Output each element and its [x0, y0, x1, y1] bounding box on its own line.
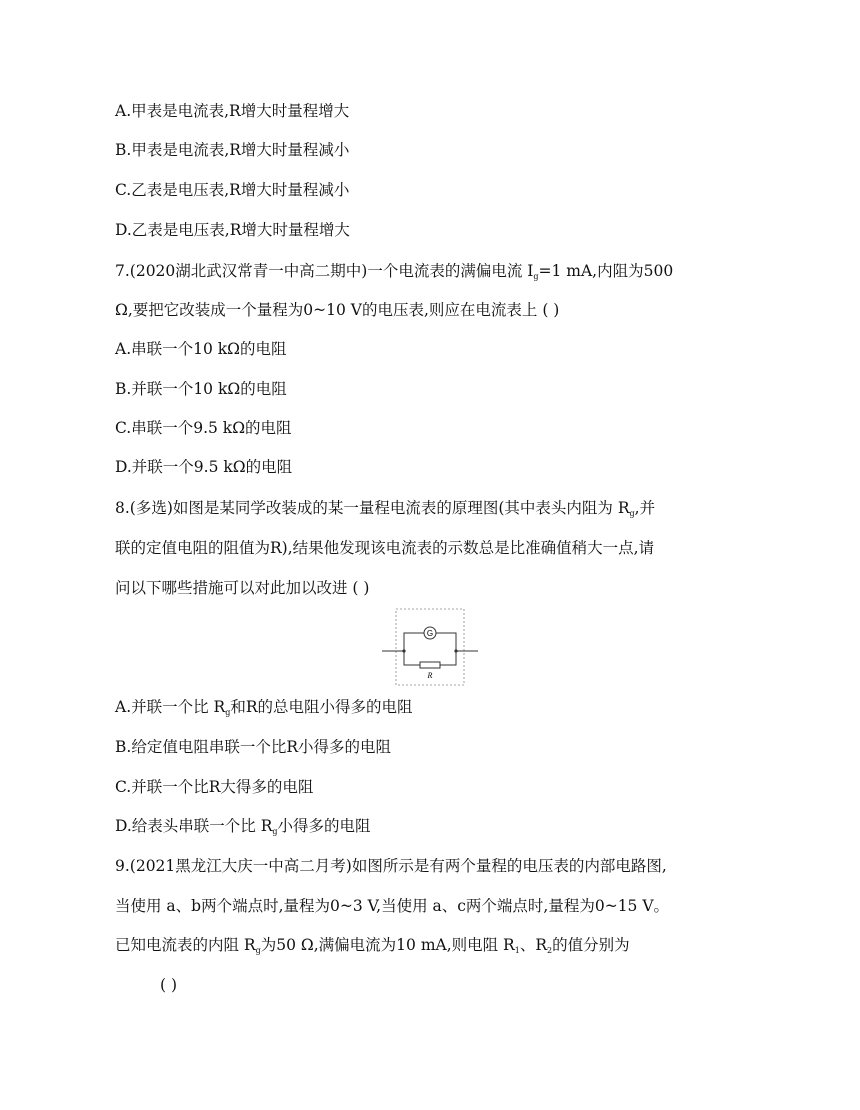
q7-stem-sub: g	[533, 272, 539, 281]
q6-option-d: D.乙表是电压表,R增大时量程增大	[115, 221, 350, 239]
q6-option-b: B.甲表是电流表,R增大时量程减小	[115, 141, 350, 159]
q8-stem-sub: g	[629, 509, 635, 518]
q7-stem-prefix: 7.(2020湖北武汉常青一中高二期中)一个电流表的满偏电流 I	[115, 262, 534, 280]
q9-stem-line3-prefix: 已知电流表的内阻 R	[115, 936, 256, 954]
q8-stem-suffix: ,并	[634, 499, 656, 517]
q8-option-d-sub: g	[272, 827, 278, 836]
q9-stem-line3	[115, 935, 630, 961]
q7-stem-suffix: =1 mA,内阻为500	[538, 262, 674, 280]
q8-stem-prefix: 8.(多选)如图是某同学改装成的某一量程电流表的原理图(其中表头内阻为 R	[115, 499, 630, 517]
q9-stem-line2: 当使用 a、b两个端点时,量程为0~3 V,当使用 a、c两个端点时,量程为0~15 V。	[115, 897, 670, 915]
q8-option-a-suffix: 和R的总电阻小得多的电阻	[230, 698, 413, 716]
left-junction-dot	[402, 649, 405, 652]
q9-answer-paren: ( )	[160, 976, 178, 994]
q9-stem-line3-sub3: 2	[547, 946, 553, 955]
q6-option-c: C.乙表是电压表,R增大时量程减小	[115, 181, 350, 199]
q9-stem-line3-sub2: 1	[514, 946, 520, 955]
q7-stem-line1	[115, 261, 673, 287]
q8-option-a-prefix: A.并联一个比 R	[115, 698, 226, 716]
q8-option-b: B.给定值电阻串联一个比R小得多的电阻	[115, 738, 391, 756]
q8-stem-line2: 联的定值电阻的阻值为R),结果他发现该电流表的示数总是比准确值稍大一点,请	[115, 539, 655, 557]
right-junction-dot	[454, 649, 457, 652]
q8-option-c: C.并联一个比R大得多的电阻	[115, 778, 314, 796]
q9-stem-line1: 9.(2021黑龙江大庆一中高二月考)如图所示是有两个量程的电压表的内部电路图,	[115, 857, 667, 875]
q8-option-a-sub: g	[225, 708, 231, 717]
q7-stem-line2: Ω,要把它改装成一个量程为0~10 V的电压表,则应在电流表上 ( )	[115, 301, 560, 319]
q8-option-d-suffix: 小得多的电阻	[277, 817, 371, 835]
resistor-label: R	[427, 671, 433, 680]
q7-option-b: B.并联一个10 kΩ的电阻	[115, 380, 287, 398]
galvanometer-label: G	[426, 629, 434, 638]
circuit-diagram	[380, 608, 480, 688]
q7-option-c: C.串联一个9.5 kΩ的电阻	[115, 419, 292, 437]
q8-stem-line1	[115, 498, 655, 524]
q8-option-d-prefix: D.给表头串联一个比 R	[115, 817, 273, 835]
q7-option-a: A.串联一个10 kΩ的电阻	[115, 340, 287, 358]
q7-option-d: D.并联一个9.5 kΩ的电阻	[115, 458, 293, 476]
q6-option-a: A.甲表是电流表,R增大时量程增大	[115, 102, 350, 120]
q9-stem-line3-suffix: 的值分别为	[552, 936, 630, 954]
resistor-symbol	[420, 662, 440, 668]
q9-stem-line3-mid2: 、R	[519, 936, 547, 954]
q8-stem-line3: 问以下哪些措施可以对此加以改进 ( )	[115, 579, 370, 597]
q9-stem-line3-sub1: g	[255, 946, 261, 955]
q9-stem-line3-mid1: 为50 Ω,满偏电流为10 mA,则电阻 R	[260, 936, 515, 954]
q8-option-a	[115, 697, 413, 723]
q8-option-d	[115, 816, 371, 842]
